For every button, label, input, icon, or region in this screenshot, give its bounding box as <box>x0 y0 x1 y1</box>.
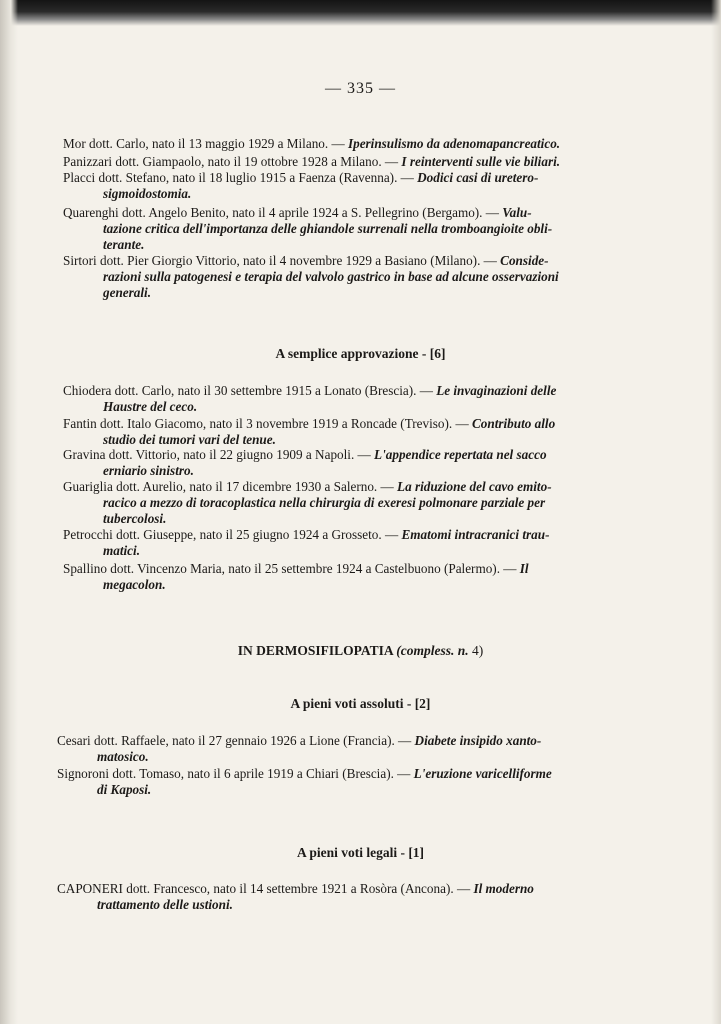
page-number: — 335 — <box>325 80 396 97</box>
list-item: Panizzari dott. Giampaolo, nato il 19 ottobre 1928 a Milano. — I reinterventi sulle vie biliari. <box>63 154 561 169</box>
section-heading: A pieni voti assoluti - [2] <box>290 696 431 711</box>
list-item: Signoroni dott. Tomaso, nato il 6 aprile 1919 a Chiari (Brescia). — L'eruzione varicelliforme di Kaposi. <box>57 766 552 797</box>
list-item: Placci dott. Stefano, nato il 18 luglio 1915 a Faenza (Ravenna). — Dodici casi di uretero- sigmoidostomia. <box>63 170 539 201</box>
scan-right-edge <box>711 0 721 1024</box>
list-item: Petrocchi dott. Giuseppe, nato il 25 giugno 1924 a Grosseto. — Ematomi intracranici trau- matici. <box>63 527 550 558</box>
list-item: Chiodera dott. Carlo, nato il 30 settembre 1915 a Lonato (Brescia). — Le invaginazioni delle Haustre del ceco. <box>63 383 557 414</box>
list-item: Mor dott. Carlo, nato il 13 maggio 1929 a Milano. — Iperinsulismo da adenomapancreatico. <box>63 136 561 151</box>
list-item: Fantin dott. Italo Giacomo, nato il 3 novembre 1919 a Roncade (Treviso). — Contributo allo studio dei tumori vari del tenue. <box>63 416 556 447</box>
scan-top-shadow <box>0 0 721 26</box>
list-item: Quarenghi dott. Angelo Benito, nato il 4 aprile 1924 a S. Pellegrino (Bergamo). — Valu- tazione critica dell'importanza delle ghiandole surrenali nella tromboangioite obli- terante. <box>63 205 553 252</box>
list-item: Gravina dott. Vittorio, nato il 22 giugno 1909 a Napoli. — L'appendice repertata nel sacco erniario sinistro. <box>63 447 547 478</box>
category-heading: IN DERMOSIFILOPATIA (compless. n. 4) <box>237 643 484 658</box>
section-heading: A semplice approvazione - [6] <box>275 346 446 361</box>
scan-left-edge <box>0 0 18 1024</box>
list-item: Spallino dott. Vincenzo Maria, nato il 25 settembre 1924 a Castelbuono (Palermo). — Il megacolon. <box>63 561 529 592</box>
section-heading: A pieni voti legali - [1] <box>296 845 425 860</box>
list-item: Guariglia dott. Aurelio, nato il 17 dicembre 1930 a Salerno. — La riduzione del cavo emito- racico a mezzo di toracoplastica nella chirurgia di exeresi polmonare parziale per tubercolosi. <box>63 479 552 526</box>
list-item: Cesari dott. Raffaele, nato il 27 gennaio 1926 a Lione (Francia). — Diabete insipido xanto- matosico. <box>57 733 542 764</box>
list-item: CAPONERI dott. Francesco, nato il 14 settembre 1921 a Rosòra (Ancona). — Il moderno trattamento delle ustioni. <box>57 881 534 912</box>
list-item: Sirtori dott. Pier Giorgio Vittorio, nato il 4 novembre 1929 a Basiano (Milano). — Conside- razioni sulla patogenesi e terapia del valvolo gastrico in base ad alcune osservazioni generali. <box>63 253 559 300</box>
